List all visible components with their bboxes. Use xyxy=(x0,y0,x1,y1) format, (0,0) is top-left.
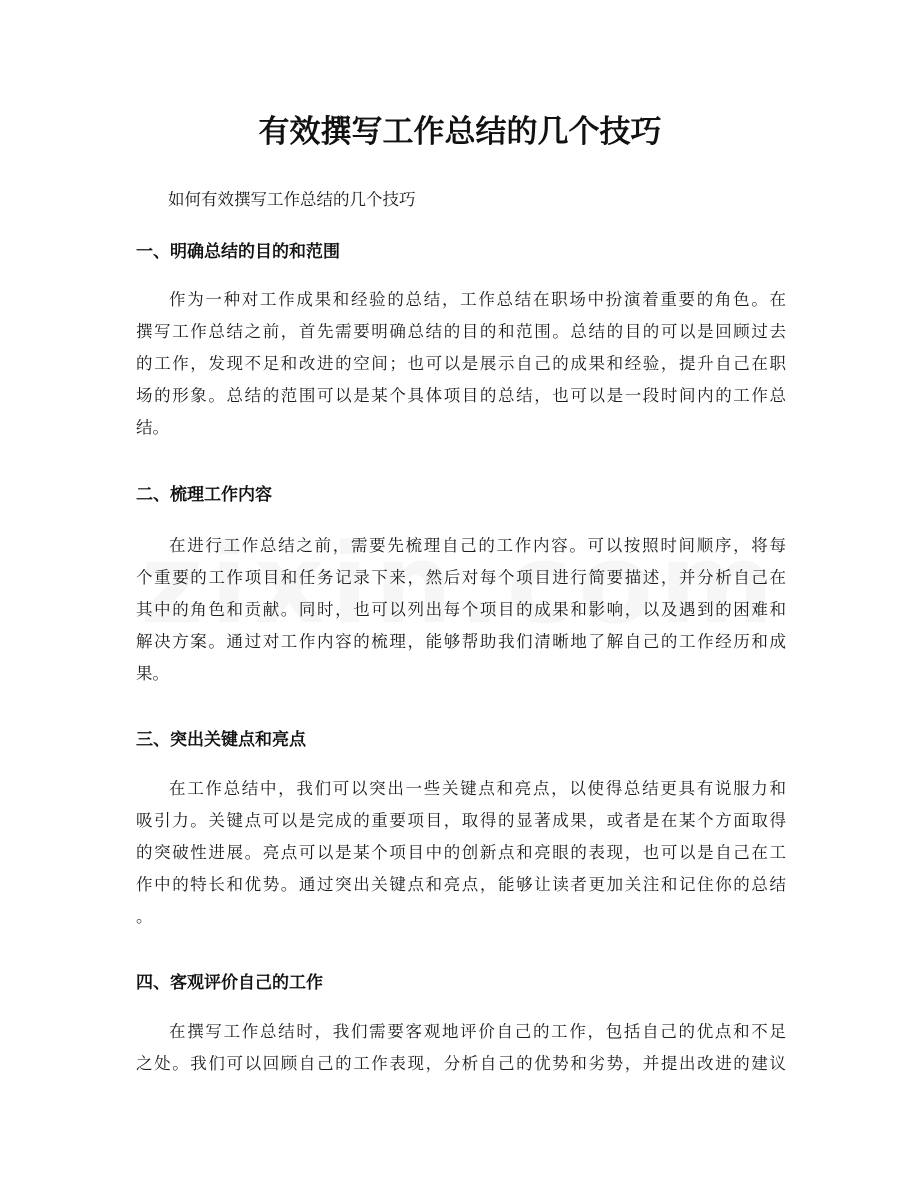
paragraph-line: 的突破性进展。亮点可以是某个项目中的创新点和亮眼的表现，也可以是自己在工 xyxy=(136,843,786,862)
paragraph-line: 结。 xyxy=(136,418,169,437)
section-heading-2: 二、梳理工作内容 xyxy=(136,485,272,505)
paragraph-line: 撰写工作总结之前，首先需要明确总结的目的和范围。总结的目的可以是回顾过去 xyxy=(136,322,786,341)
section-paragraph-2 xyxy=(136,530,786,690)
paragraph-line: 个重要的工作项目和任务记录下来，然后对每个项目进行简要描述，并分析自己在 xyxy=(136,568,786,587)
paragraph-line: 。 xyxy=(136,907,153,926)
paragraph-line: 解决方案。通过对工作内容的梳理，能够帮助我们清晰地了解自己的工作经历和成 xyxy=(136,632,786,651)
paragraph-line: 作为一种对工作成果和经验的总结，工作总结在职场中扮演着重要的角色。在 xyxy=(169,290,786,309)
section-paragraph-3 xyxy=(136,773,786,933)
paragraph-line: 其中的角色和贡献。同时，也可以列出每个项目的成果和影响，以及遇到的困难和 xyxy=(136,600,786,619)
section-paragraph-4 xyxy=(136,1016,786,1080)
paragraph-line: 的工作，发现不足和改进的空间；也可以是展示自己的成果和经验，提升自己在职 xyxy=(136,354,786,373)
paragraph-line: 果。 xyxy=(136,664,169,683)
paragraph-line: 在工作总结中，我们可以突出一些关键点和亮点，以使得总结更具有说服力和 xyxy=(169,779,786,798)
paragraph-line: 在撰写工作总结时，我们需要客观地评价自己的工作，包括自己的优点和不足 xyxy=(169,1022,786,1041)
paragraph-line: 吸引力。关键点可以是完成的重要项目，取得的显著成果，或者是在某个方面取得 xyxy=(136,811,786,830)
section-heading-4: 四、客观评价自己的工作 xyxy=(136,973,323,993)
paragraph-line: 在进行工作总结之前，需要先梳理自己的工作内容。可以按照时间顺序，将每 xyxy=(169,536,786,555)
paragraph-line: 之处。我们可以回顾自己的工作表现，分析自己的优势和劣势，并提出改进的建议 xyxy=(136,1054,786,1073)
section-heading-1: 一、明确总结的目的和范围 xyxy=(136,242,340,262)
paragraph-line: 场的形象。总结的范围可以是某个具体项目的总结，也可以是一段时间内的工作总 xyxy=(136,386,786,405)
section-heading-3: 三、突出关键点和亮点 xyxy=(136,730,306,750)
intro-line: 如何有效撰写工作总结的几个技巧 xyxy=(168,190,416,209)
document-title: 有效撰写工作总结的几个技巧 xyxy=(258,114,662,150)
section-paragraph-1 xyxy=(136,284,786,444)
paragraph-line: 作中的特长和优势。通过突出关键点和亮点，能够让读者更加关注和记住你的总结 xyxy=(136,875,786,894)
